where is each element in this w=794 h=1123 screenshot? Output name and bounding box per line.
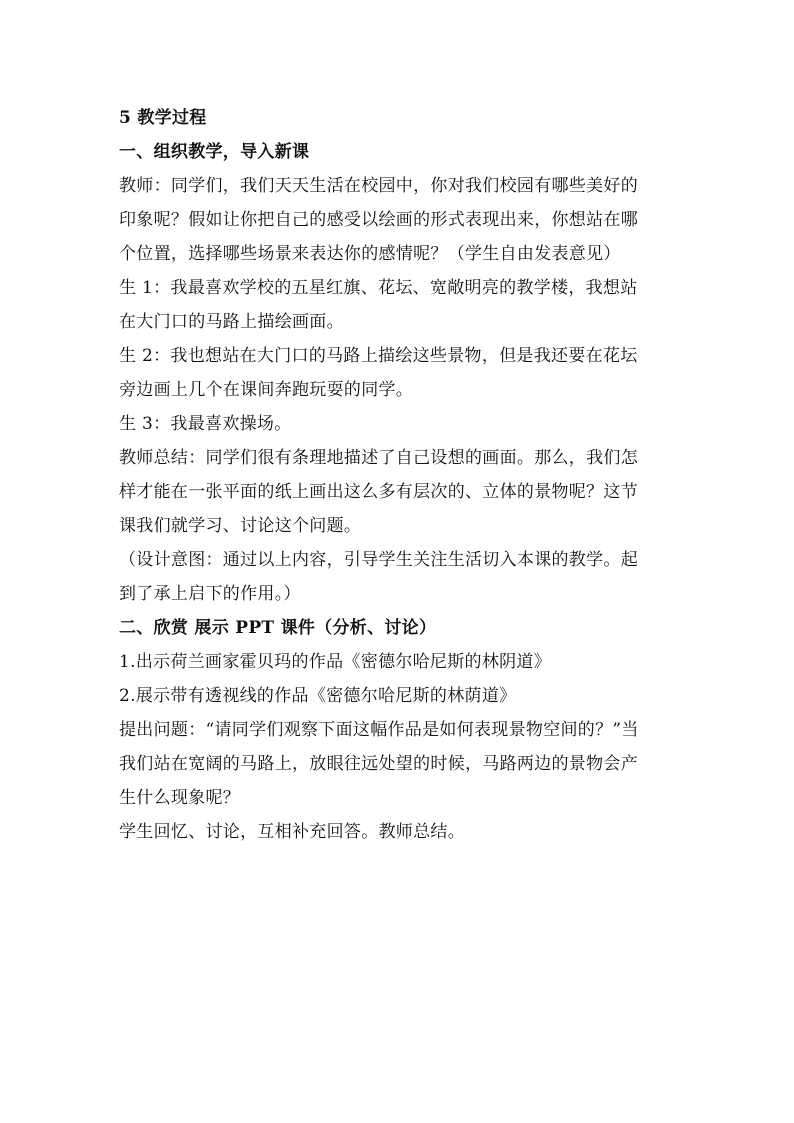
paragraph-line: 我们站在宽阔的马路上，放眼往远处望的时候，马路两边的景物会产 (119, 754, 638, 774)
paragraph-line: 2.展示带有透视线的作品《密德尔哈尼斯的林荫道》 (119, 686, 517, 706)
paragraph-line: 生什么现象呢？ (119, 788, 241, 808)
paragraph-line: 在大门口的马路上描绘画面。 (119, 312, 344, 332)
paragraph-line: 生 2：我也想站在大门口的马路上描绘这些景物，但是我还要在花坛 (119, 346, 638, 366)
paragraph-line: （设计意图：通过以上内容，引导学生关注生活切入本课的教学。起 (119, 550, 638, 570)
subsection-heading-1: 一、组织教学，导入新课 (119, 142, 310, 162)
paragraph-line: 教师：同学们，我们天天生活在校园中，你对我们校园有哪些美好的 (119, 176, 638, 196)
document-body (119, 101, 681, 849)
paragraph-line: 样才能在一张平面的纸上画出这么多有层次的、立体的景物呢？这节 (119, 482, 638, 502)
paragraph-line: 印象呢？假如让你把自己的感受以绘画的形式表现出来，你想站在哪 (119, 210, 638, 230)
paragraph-line: 旁边画上几个在课间奔跑玩耍的同学。 (119, 380, 414, 400)
subsection-heading-2: 二、欣赏 展示 PPT 课件（分析、讨论） (119, 618, 437, 638)
paragraph-line: 个位置，选择哪些场景来表达你的感情呢？（学生自由发表意见） (119, 244, 621, 264)
paragraph-line: 教师总结：同学们很有条理地描述了自己设想的画面。那么，我们怎 (119, 448, 638, 468)
paragraph-line: 生 1：我最喜欢学校的五星红旗、花坛、宽敞明亮的教学楼，我想站 (119, 278, 638, 298)
section-title: 5 教学过程 (119, 108, 207, 128)
paragraph-line: 学生回忆、讨论，互相补充回答。教师总结。 (119, 822, 465, 842)
paragraph-line: 1.出示荷兰画家霍贝玛的作品《密德尔哈尼斯的林阴道》 (119, 652, 552, 672)
paragraph-line: 生 3：我最喜欢操场。 (119, 414, 292, 434)
paragraph-line: 课我们就学习、讨论这个问题。 (119, 516, 362, 536)
paragraph-line: 提出问题：“请同学们观察下面这幅作品是如何表现景物空间的？”当 (119, 720, 639, 740)
paragraph-line: 到了承上启下的作用。） (119, 584, 301, 604)
